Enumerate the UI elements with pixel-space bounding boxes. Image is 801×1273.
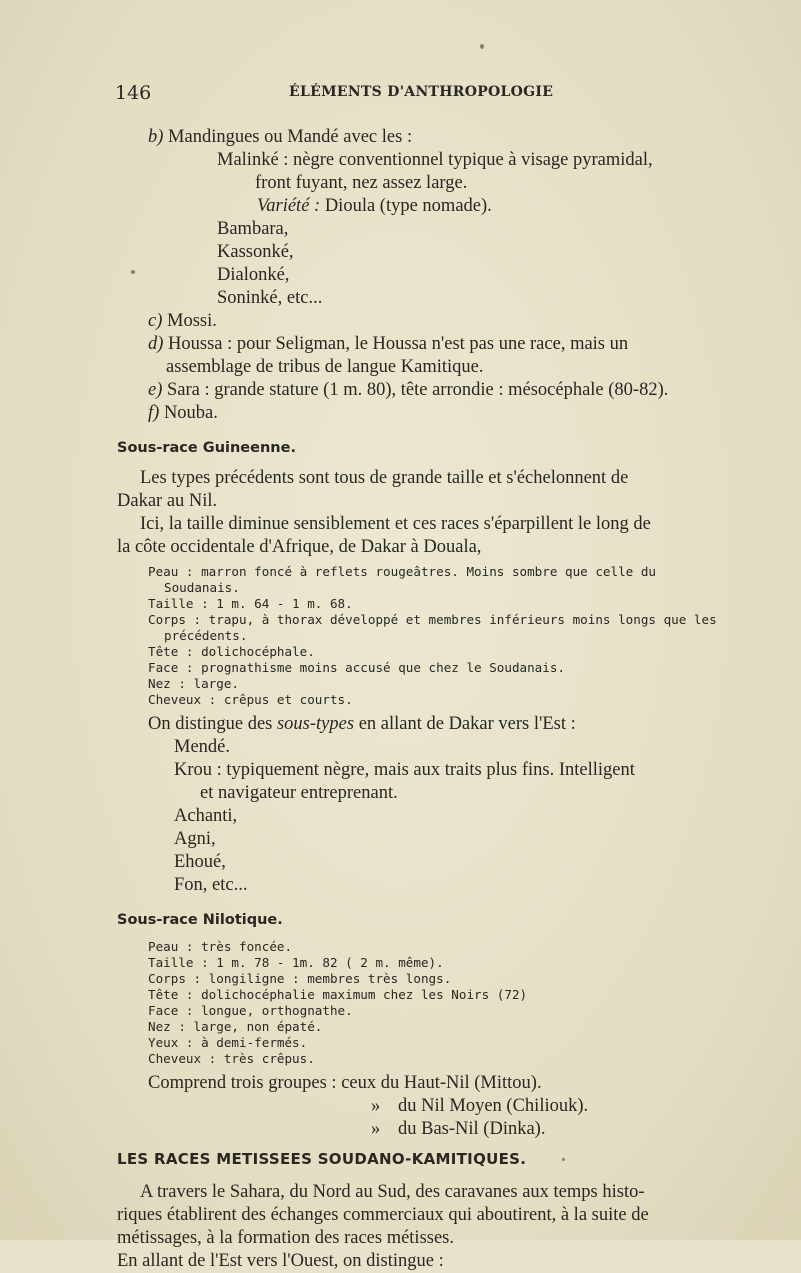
subtype-krou-line2: et navigateur entreprenant. <box>200 783 398 803</box>
trait-face: Face : prognathisme moins accusé que chez le Soudanais. <box>148 660 566 675</box>
metissees-line4: En allant de l'Est vers l'Ouest, on distingue : <box>117 1251 444 1271</box>
guineenne-para1-line1: Les types précédents sont tous de grande taille et s'échelonnent de <box>140 468 629 488</box>
subtypes-em: sous-types <box>276 714 355 734</box>
variete-value: Dioula (type nomade). <box>324 196 492 216</box>
list-marker-d: d) <box>148 334 164 354</box>
guineenne-para2-line1: Ici, la taille diminue sensiblement et ces races s'éparpillent le long de <box>140 514 651 534</box>
nil-trait-yeux: Yeux : à demi-fermés. <box>148 1035 308 1050</box>
list-marker-b: b) <box>148 127 164 147</box>
trait-nez: Nez : large. <box>148 676 239 691</box>
trait-taille: Taille : 1 m. 64 - 1 m. 68. <box>148 596 353 611</box>
nil-group-2: du Nil Moyen (Chiliouk). <box>398 1096 589 1116</box>
subtype-fon: Fon, etc... <box>174 875 248 895</box>
trait-corps-cont: précédents. <box>164 628 248 643</box>
running-title: ÉLÉMENTS D'ANTHROPOLOGIE <box>289 84 554 100</box>
subtype-achanti: Achanti, <box>174 806 238 826</box>
nil-ditto-1: » <box>371 1096 381 1116</box>
metissees-line2: riques établirent des échanges commerciaux qui aboutirent, à la suite de <box>117 1205 649 1225</box>
item-nouba <box>148 402 218 425</box>
metissees-line3: métissages, à la formation des races métisses. <box>117 1228 455 1248</box>
scan-speck <box>480 44 484 49</box>
mandingues-intro: Mandingues ou Mandé avec les : <box>168 127 413 147</box>
subtype-mende: Mendé. <box>174 737 230 757</box>
nil-trait-taille: Taille : 1 m. 78 - 1m. 82 ( 2 m. même). <box>148 955 444 970</box>
guineenne-para2-line2: la côte occidentale d'Afrique, de Dakar à Douala, <box>117 537 482 557</box>
scan-speck <box>131 270 135 274</box>
sub-item-dialonke: Dialonké, <box>217 265 290 285</box>
nil-trait-cheveux: Cheveux : très crêpus. <box>148 1051 315 1066</box>
item-mossi-text: Mossi. <box>167 311 217 331</box>
trait-corps: Corps : trapu, à thorax développé et membres inférieurs moins longs que les <box>148 612 717 627</box>
item-mossi <box>148 310 217 333</box>
item-houssa-line2: assemblage de tribus de langue Kamitique. <box>166 357 484 377</box>
sub-item-soninke: Soninké, etc... <box>217 288 323 308</box>
malinke-line1: Malinké : nègre conventionnel typique à visage pyramidal, <box>217 150 653 170</box>
sub-item-bambara: Bambara, <box>217 219 289 239</box>
item-houssa-text: Houssa : pour Seligman, le Houssa n'est pas une race, mais un <box>168 334 629 354</box>
scan-speck <box>562 1158 565 1161</box>
subtype-krou-line1: Krou : typiquement nègre, mais aux traits plus fins. Intelligent <box>174 760 635 780</box>
guineenne-para1-line2: Dakar au Nil. <box>117 491 218 511</box>
trait-tete: Tête : dolichocéphale. <box>148 644 315 659</box>
malinke-line2: front fuyant, nez assez large. <box>255 173 468 193</box>
nil-trait-nez: Nez : large, non épaté. <box>148 1019 323 1034</box>
nil-trait-corps: Corps : longiligne : membres très longs. <box>148 971 452 986</box>
sub-item-kassonke: Kassonké, <box>217 242 294 262</box>
item-nouba-text: Nouba. <box>163 403 218 423</box>
page-number: 146 <box>115 82 152 104</box>
subtypes-pre: On distingue des <box>148 714 273 734</box>
metissees-line1: A travers le Sahara, du Nord au Sud, des caravanes aux temps histo- <box>140 1182 645 1202</box>
item-houssa-line1 <box>148 333 628 356</box>
list-marker-f: f) <box>148 403 160 423</box>
nil-group-3: du Bas-Nil (Dinka). <box>398 1119 546 1139</box>
nil-ditto-2: » <box>371 1119 381 1139</box>
heading-guineenne: Sous-race Guineenne. <box>117 440 296 456</box>
nil-trait-peau: Peau : très foncée. <box>148 939 293 954</box>
subtype-ehoue: Ehoué, <box>174 852 226 872</box>
variete-label: Variété : <box>257 196 321 216</box>
nil-trait-tete: Tête : dolichocéphalie maximum chez les Noirs (72) <box>148 987 528 1002</box>
nil-trait-face: Face : longue, orthognathe. <box>148 1003 353 1018</box>
heading-nilotique: Sous-race Nilotique. <box>117 912 283 928</box>
heading-metissees: LES RACES METISSEES SOUDANO-KAMITIQUES. <box>117 1150 527 1168</box>
nil-groups-intro: Comprend trois groupes : ceux du Haut-Nil (Mittou). <box>148 1073 542 1093</box>
subtypes-intro <box>148 713 576 736</box>
trait-peau: Peau : marron foncé à reflets rougeâtres. Moins sombre que celle du <box>148 564 656 579</box>
item-sara <box>148 379 668 402</box>
subtype-agni: Agni, <box>174 829 216 849</box>
subtypes-post: en allant de Dakar vers l'Est : <box>358 714 576 734</box>
item-sara-text: Sara : grande stature (1 m. 80), tête arrondie : mésocéphale (80-82). <box>167 380 669 400</box>
trait-cheveux: Cheveux : crêpus et courts. <box>148 692 353 707</box>
list-marker-e: e) <box>148 380 163 400</box>
mandingues-line <box>148 126 412 149</box>
trait-peau-cont: Soudanais. <box>164 580 240 595</box>
list-marker-c: c) <box>148 311 163 331</box>
variete-line <box>257 195 492 218</box>
